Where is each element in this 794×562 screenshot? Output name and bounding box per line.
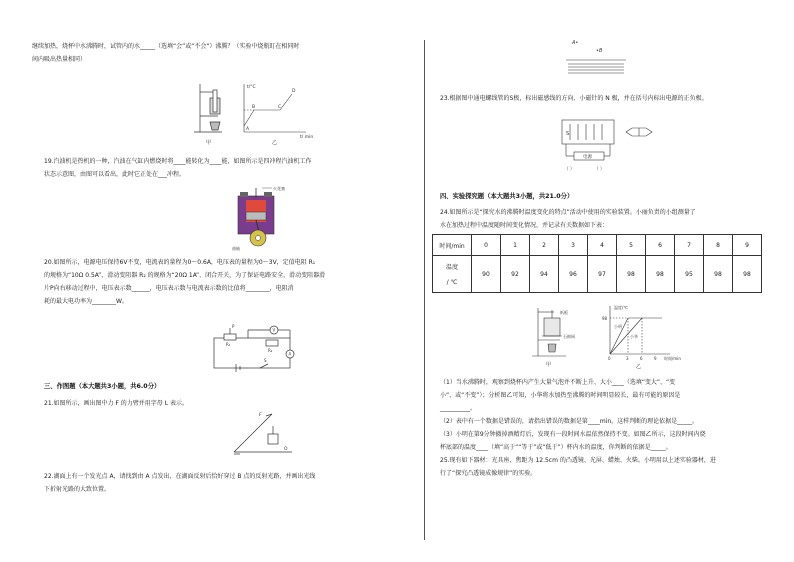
q18-apparatus — [194, 84, 222, 132]
column-divider — [424, 40, 425, 540]
q19-line-2: 状态示意图，由图可以看出，此时它正处在___冲程。 — [44, 171, 186, 178]
time-cell-2: 2 — [530, 235, 559, 256]
q24-graph — [610, 306, 670, 354]
q22-lake-figure — [560, 36, 630, 82]
time-cell-7: 7 — [675, 235, 704, 256]
q24-caption-left: 甲 — [546, 362, 552, 368]
q19-text — [44, 155, 312, 181]
q24-line-2: 水在加热过程中温度随时间变化情况，并记录有关数据如下表： — [440, 222, 609, 229]
q20-line-2: 的规格为“10Ω 0.5A”，滑动变阻器 R₂ 的规格为“20Ω 1A”，闭合开关，为了保证电路安全，滑动变阻器滑 — [44, 272, 326, 279]
table-row-time — [433, 235, 762, 256]
q18-point-b: B — [252, 105, 256, 110]
q22-point-a: A• — [572, 40, 579, 46]
q24-sub-line-1: （1）当水沸腾时，观察到烧杯内产生大量气泡并不断上升、大小____（选填“变大”、“变 — [440, 379, 676, 386]
q18-point-d: D — [292, 89, 296, 94]
q18-text — [32, 40, 299, 66]
q24-sub-line-4: （2）表中有一个数据是错误的，请指出错误的数据是第____min，这样判断的理论依据是_____。 — [440, 418, 699, 425]
table-header-temp — [433, 256, 472, 293]
time-cell-4: 4 — [588, 235, 617, 256]
q23-text: 23.根据图中通电螺线管的S极，标出磁感线的方向、小磁针的 N 极，并在括号内标出电源的正负极。 — [440, 95, 708, 102]
q24-tick-x9: 9 — [654, 356, 657, 361]
temp-cell-6: 98 — [646, 256, 675, 293]
q23-label-s: S — [566, 131, 570, 137]
q18-xlabel: t/ min — [300, 135, 314, 140]
q24-line-1: 24.如图所示是“探究水的沸腾时温度变化的特点”活动中使用的实验装置。小丽负责的小组测量了 — [440, 209, 696, 216]
q22-text — [44, 470, 315, 496]
q18-line-2: 间内吸出热量相同） — [32, 56, 87, 63]
q24-tick-x3: 3 — [626, 356, 629, 361]
q24-apparatus — [532, 308, 566, 356]
q18-ylabel: t/°C — [247, 85, 256, 90]
q20-label-a: A — [288, 351, 292, 357]
q20-label-s: S — [264, 358, 267, 363]
time-cell-3: 3 — [559, 235, 588, 256]
temp-cell-2: 94 — [530, 256, 559, 293]
q24-intro — [440, 206, 696, 232]
q21-lever-figure — [228, 412, 300, 456]
time-cell-6: 6 — [646, 235, 675, 256]
q20-text — [44, 256, 325, 308]
q24-subquestions — [440, 376, 716, 480]
time-cell-8: 8 — [704, 235, 733, 256]
q20-circuit-figure — [212, 322, 302, 372]
temp-cell-0: 90 — [472, 256, 501, 293]
q18-point-c: C — [278, 105, 282, 110]
q24-sub-line-3: __________。 — [440, 405, 477, 412]
q24-caption-right: 乙 — [636, 364, 642, 370]
q23-solenoid-figure — [556, 116, 656, 176]
temp-cell-4: 97 — [588, 256, 617, 293]
time-cell-0: 0 — [472, 235, 501, 256]
table-header-time: 时间/min — [433, 235, 472, 256]
temp-cell-5: 98 — [617, 256, 646, 293]
temp-cell-3: 96 — [559, 256, 588, 293]
q20-line-1: 20.如图所示，电源电压保持6V不变，电流表的量程为0～0.6A，电压表的量程为0～3V，定值电阻 R₁ — [44, 259, 316, 266]
time-cell-5: 5 — [617, 235, 646, 256]
temp-label-2: / ℃ — [446, 279, 458, 286]
temp-cell-8: 98 — [704, 256, 733, 293]
q23-bracket-left: （ ） — [564, 167, 575, 172]
q20-line-3: 片P向右移动过程中，电压表示数______，电压表示数与电流表示数的比值将________，电阻消 — [44, 285, 294, 292]
q23-label-power: 电源 — [583, 155, 592, 160]
q22-line-2: 下折射光路的大致位置。 — [44, 486, 111, 493]
temp-cell-7: 95 — [675, 256, 704, 293]
q24-tick-x6: 6 — [640, 356, 643, 361]
q18-caption-left: 甲 — [206, 140, 212, 146]
q20-label-r1: R₁ — [226, 342, 231, 347]
q25-line-2: 行了“探究凸透镜成像规律”的实验。 — [440, 470, 537, 477]
q18-point-a: A — [246, 127, 250, 132]
q24-tick-y98: 98 — [602, 316, 608, 321]
q18-caption-right: 乙 — [272, 140, 278, 146]
q23-bracket-right: （ ） — [594, 167, 605, 172]
q20-label-p: P — [232, 324, 235, 329]
q19-crank-label: 曲轴 — [232, 246, 240, 251]
q24-sub-line-2: 小”、或“不变”）；分析图乙可知，小华将水加热至沸腾的时间明显较长，最有可能的原因是 — [440, 392, 681, 399]
q24-graph-ylabel: 温度/℃ — [614, 305, 628, 310]
q20-line-4: 耗的最大电功率为________W。 — [44, 298, 128, 305]
section-4-heading: 四、实验探究题（本大题共3小题，共21.0分） — [440, 193, 574, 200]
q24-sub-line-5: （3）小明在第9分钟撤掉酒精灯后，发现有一段时间水温依然保持不变。如图乙所示，这段时间内烧 — [440, 431, 706, 438]
q20-label-r2: R₂ — [268, 348, 273, 353]
q19-engine-figure — [232, 186, 296, 252]
q24-series-xiaohua: 小华 — [630, 334, 638, 339]
temp-cell-1: 92 — [501, 256, 530, 293]
q20-label-v: V — [272, 327, 276, 333]
q21-text: 21.如图所示，画出图中力 F 的力臂并用字母 L 表示。 — [44, 400, 188, 407]
q22-point-b: •B — [596, 48, 603, 54]
table-row-temp — [433, 256, 762, 293]
q24-graph-xlabel: 时间/min — [664, 356, 681, 361]
temp-label-1: 温度 — [445, 264, 458, 271]
q24-figure — [530, 304, 700, 370]
section-3-heading: 三、作图题（本大题共3小题，共6.0分） — [44, 383, 161, 390]
q24-tick-x0: 0 — [608, 356, 611, 361]
q24-cardboard-label: 纸板 — [560, 310, 568, 315]
q22-line-1: 22.湖面上有一个发光点 A，请找到由 A 点发出，在湖面反射后恰好穿过 B 点的反射光路，并画出光线 — [44, 473, 316, 480]
q24-gauze-label: 石棉网 — [563, 334, 575, 339]
time-cell-9: 9 — [733, 235, 762, 256]
q21-label-f: F — [259, 413, 262, 418]
time-cell-1: 1 — [501, 235, 530, 256]
temp-cell-9: 98 — [733, 256, 762, 293]
q19-line-1: 19.汽油机是热机的一种，汽油在气缸内燃烧时将____能转化为____能，如图所示是四冲程汽油机工作 — [44, 158, 312, 165]
q24-series-xiaoming: 小明 — [614, 324, 622, 329]
q25-line-1: 25.现有如下器材：光具座、焦距为 12.5cm 的凸透镜、光屏、蜡烛、火柴。小明用以上述实验器材，进 — [440, 457, 716, 464]
q18-line-1: 继续加热，烧杯中水沸腾时，试管内的水_____（选填“会”或“不会”）沸腾？（实验中烧瓶盯在相同时 — [32, 43, 300, 50]
q21-label-o: O — [284, 447, 288, 452]
q24-data-table — [432, 234, 762, 293]
q24-sub-line-6: 杯底部的温度____（填“高于”“等于”或“低于”）杯内水的温度，你判断的依据是_____。 — [440, 444, 672, 451]
q18-figure — [188, 80, 328, 150]
q19-spark-plug-label: 火花塞 — [273, 186, 285, 191]
